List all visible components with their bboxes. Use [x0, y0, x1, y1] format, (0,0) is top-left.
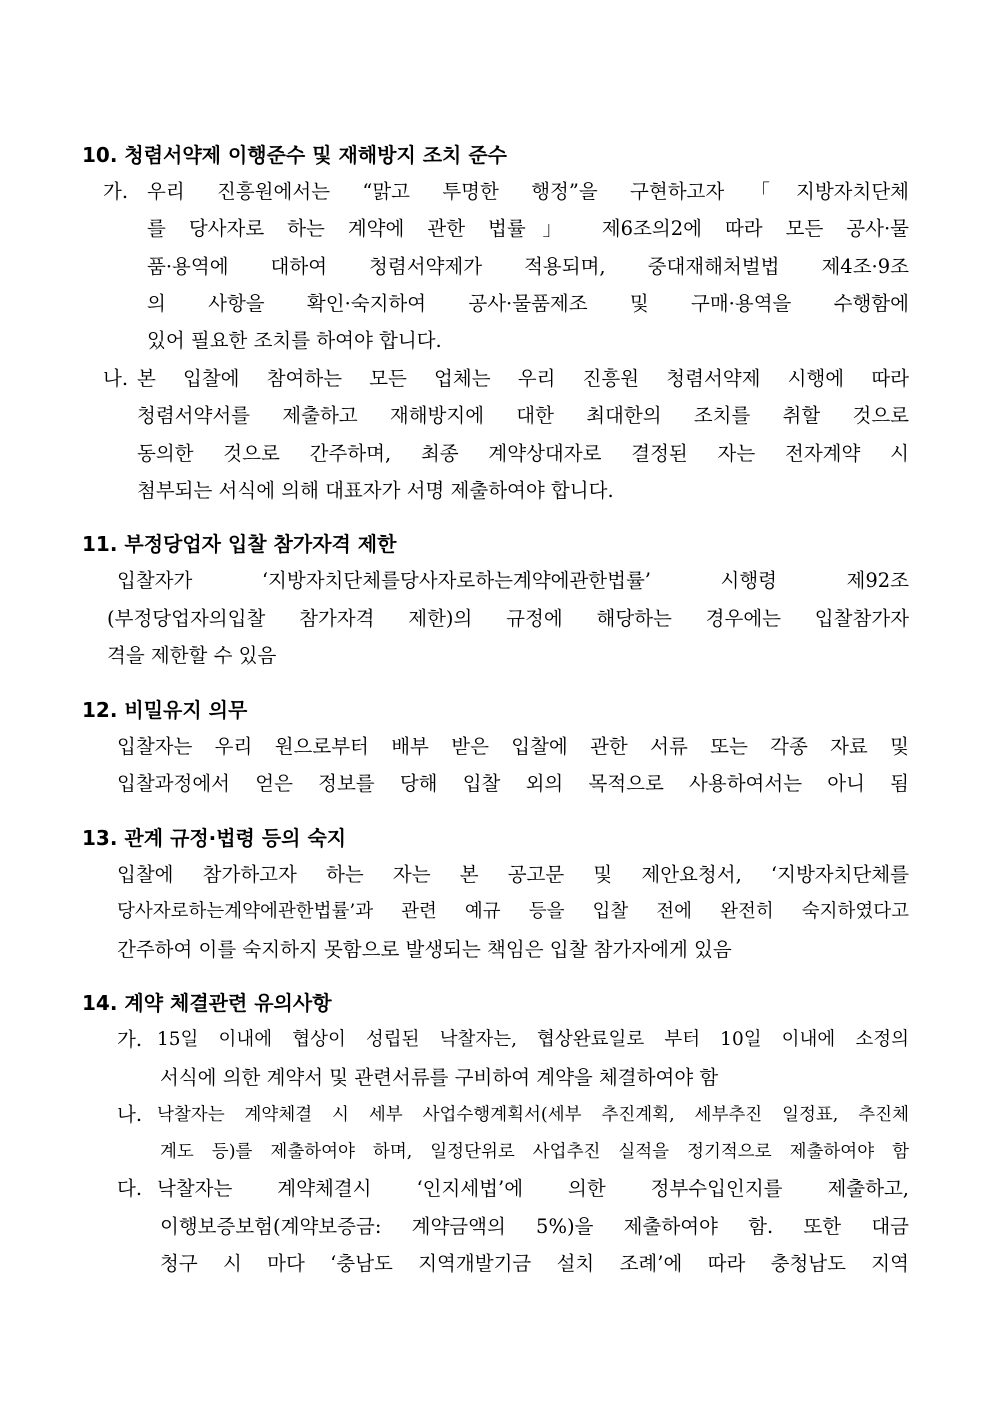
- item-line: 우리 진흥원에서는 “맑고 투명한 행정”을 구현하고자「지방자치단체: [147, 180, 909, 203]
- section-14-title: 14. 계약 체결관련 유의사항: [82, 991, 332, 1015]
- item-line: 품·용역에 대하여 청렴서약제가 적용되며, 중대재해처벌법 제4조·9조: [147, 255, 909, 278]
- item-line: 청구 시 마다 ‘충남도 지역개발기금 설치 조례’에 따라 충청남도 지역: [160, 1252, 909, 1275]
- section-line: 격을 제한할 수 있음: [107, 644, 277, 667]
- section-line: (부정당업자의입찰 참가자격 제한)의 규정에 해당하는 경우에는 입찰참가자: [107, 607, 909, 630]
- item-line: 동의한 것으로 간주하며, 최종 계약상대자로 결정된 자는 전자계약 시: [137, 442, 909, 465]
- section-line: 간주하여 이를 숙지하지 못함으로 발생되는 책임은 입찰 참가자에게 있음: [117, 938, 732, 961]
- item-line: 의 사항을 확인·숙지하여 공사·물품제조 및 구매·용역을 수행함에: [147, 292, 909, 315]
- item-line: 를 당사자로 하는 계약에 관한 법률」 제6조의2에 따라 모든 공사·물: [147, 217, 909, 240]
- item-marker: 다.: [117, 1177, 143, 1200]
- item-line: 청렴서약서를 제출하고 재해방지에 대한 최대한의 조치를 취할 것으로: [137, 404, 909, 427]
- item-marker: 가.: [103, 180, 129, 203]
- item-marker: 나.: [103, 367, 129, 390]
- section-10-title: 10. 청렴서약제 이행준수 및 재해방지 조치 준수: [82, 143, 507, 167]
- item-line: 본 입찰에 참여하는 모든 업체는 우리 진흥원 청렴서약제 시행에 따라: [137, 367, 909, 390]
- item-line: 첨부되는 서식에 의해 대표자가 서명 제출하여야 합니다.: [137, 479, 614, 502]
- section-13-title: 13. 관계 규정·법령 등의 숙지: [82, 826, 347, 850]
- item-line: 이행보증보험(계약보증금: 계약금액의 5%)을 제출하여야 함. 또한 대금: [160, 1215, 909, 1238]
- section-line: 입찰자가 ‘지방자치단체를당사자로하는계약에관한법률’ 시행령 제92조: [117, 569, 909, 592]
- item-line: 있어 필요한 조치를 하여야 합니다.: [147, 329, 442, 352]
- section-line: 입찰에 참가하고자 하는 자는 본 공고문 및 제안요청서, ‘지방자치단체를: [117, 863, 909, 886]
- item-line: 15일 이내에 협상이 성립된 낙찰자는, 협상완료일로 부터 10일 이내에 소정의: [157, 1029, 909, 1050]
- item-line: 계도 등)를 제출하여야 하며, 일정단위로 사업추진 실적을 정기적으로 제출하여야 함: [160, 1142, 909, 1162]
- item-line: 낙찰자는 계약체결 시 세부 사업수행계획서(세부 추진계획, 세부추진 일정표, 추진체: [157, 1105, 909, 1125]
- section-11-title: 11. 부정당업자 입찰 참가자격 제한: [82, 532, 397, 556]
- section-line: 당사자로하는계약에관한법률’과 관련 예규 등을 입찰 전에 완전히 숙지하였다고: [117, 901, 909, 922]
- item-line: 낙찰자는 계약체결시 ‘인지세법’에 의한 정부수입인지를 제출하고,: [157, 1177, 909, 1200]
- item-marker: 나.: [117, 1103, 143, 1126]
- item-line: 서식에 의한 계약서 및 관련서류를 구비하여 계약을 체결하여야 함: [160, 1066, 719, 1089]
- item-marker: 가.: [117, 1028, 143, 1051]
- section-12-title: 12. 비밀유지 의무: [82, 698, 248, 722]
- section-line: 입찰자는 우리 원으로부터 배부 받은 입찰에 관한 서류 또는 각종 자료 및: [117, 735, 909, 758]
- section-line: 입찰과정에서 얻은 정보를 당해 입찰 외의 목적으로 사용하여서는 아니 됨: [117, 772, 909, 795]
